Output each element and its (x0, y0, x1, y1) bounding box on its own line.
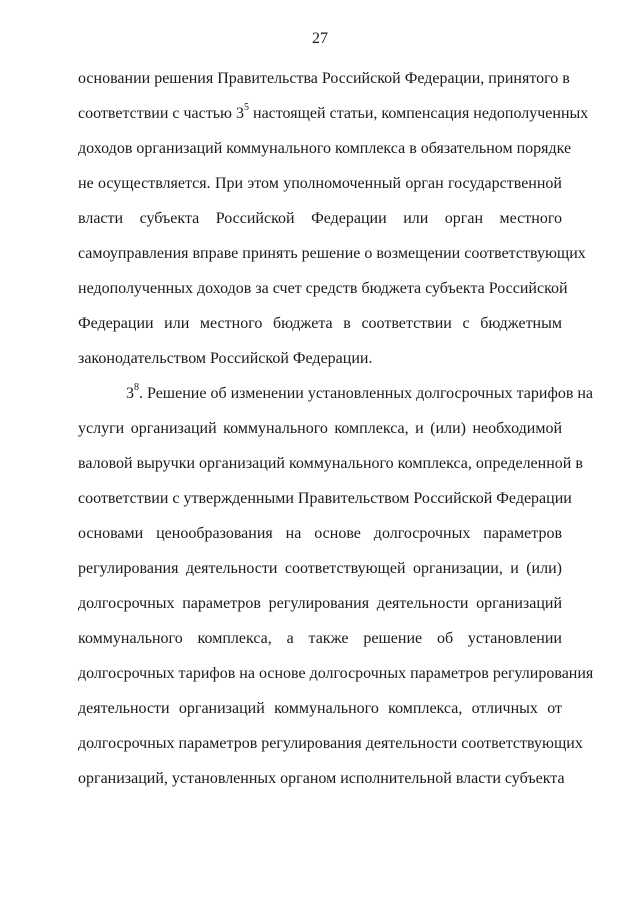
text-line: законодательством Российской Федерации. (78, 350, 373, 367)
text-line: соответствии с утвержденными Правительством Российской Федерации (78, 490, 572, 507)
text-line: власти субъекта Российской Федерации или орган местного (78, 210, 562, 227)
text-line: недополученных доходов за счет средств бюджета субъекта Российской (78, 280, 568, 297)
superscript: 5 (244, 101, 249, 113)
text-line: коммунального комплекса, а также решение об установлении (78, 630, 562, 647)
text-line: услуги организаций коммунального комплекса, и (или) необходимой (78, 420, 562, 437)
text-line: долгосрочных параметров регулирования деятельности организаций (78, 595, 562, 612)
text-line: долгосрочных тарифов на основе долгосрочных параметров регулирования (78, 665, 594, 682)
text-line: основами ценообразования на основе долгосрочных параметров (78, 525, 562, 542)
text-line: не осуществляется. При этом уполномоченный орган государственной (78, 175, 562, 192)
text-line: долгосрочных параметров регулирования деятельности соответствующих (78, 735, 583, 752)
text-fragment: настоящей статьи, компенсация недополученных (249, 105, 589, 122)
text-line: деятельности организаций коммунального комплекса, отличных от (78, 700, 562, 717)
superscript: 8 (134, 381, 139, 393)
text-fragment: соответствии с частью 3 (78, 105, 244, 122)
text-line: основании решения Правительства Российской Федерации, принятого в (78, 70, 570, 87)
text-line (126, 381, 594, 406)
text-line: самоуправления вправе принять решение о возмещении соответствующих (78, 245, 586, 262)
text-fragment: 3 (126, 385, 134, 402)
text-fragment: . Решение об изменении установленных долгосрочных тарифов на (139, 385, 594, 402)
text-line: организаций, установленных органом исполнительной власти субъекта (78, 770, 565, 787)
text-line: регулирования деятельности соответствующей организации, и (или) (78, 560, 562, 577)
text-line: доходов организаций коммунального комплекса в обязательном порядке (78, 140, 572, 157)
text-line (78, 101, 589, 126)
text-line: валовой выручки организаций коммунального комплекса, определенной в (78, 455, 583, 472)
text-line: Федерации или местного бюджета в соответствии с бюджетным (78, 315, 562, 332)
page-number: 27 (312, 30, 328, 47)
